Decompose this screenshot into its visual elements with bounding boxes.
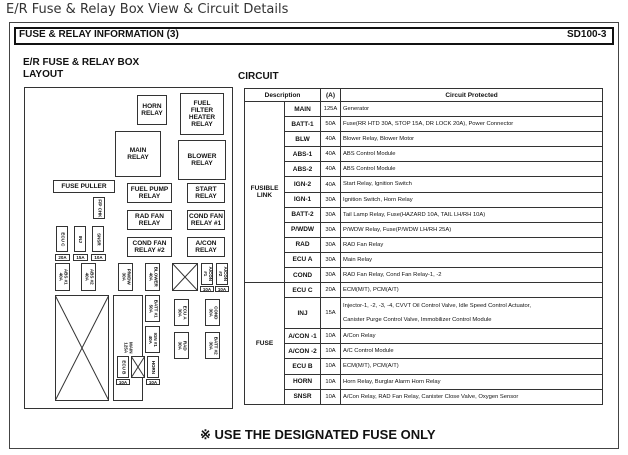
row-name: A/CON -1: [285, 329, 321, 344]
row-name: IGN-1: [285, 192, 321, 207]
row-amp: 40A: [321, 177, 341, 192]
header-amp: (A): [321, 89, 341, 102]
row-amp: 15A: [321, 298, 341, 329]
snsr-label: SNSR: [96, 232, 102, 246]
row-name: ABS-1: [285, 147, 321, 162]
horn-amp: 10A: [146, 379, 160, 385]
row-circuit: Fuse(RR HTD 30A, STOP 15A, DR LOCK 20A), Power Connector: [341, 117, 603, 132]
rad-label: RAD 30A: [177, 340, 188, 351]
ecu-a-fuse: [174, 299, 189, 326]
row-name: IGN-2: [285, 177, 321, 192]
pwdw-label: P/WDW 30A: [121, 269, 132, 285]
ecu-c-fuse: [56, 226, 68, 252]
row-name: RAD: [285, 237, 321, 252]
table-row: [245, 252, 603, 267]
ign1-fuse: [145, 326, 160, 353]
row-amp: 30A: [321, 192, 341, 207]
blower-relay-block: BLOWER RELAY: [178, 140, 226, 180]
row-amp: 20A: [321, 283, 341, 298]
row-circuit: P/WDW Relay, Fuse(P/WDW LH/RH 25A): [341, 222, 603, 237]
row-name: BATT-2: [285, 207, 321, 222]
row-name: HORN: [285, 374, 321, 389]
fuse-puller-block: FUSE PULLER: [53, 180, 115, 193]
fp-chk-label: F/P CHK: [97, 199, 103, 217]
row-circuit: RAD Fan Relay, Cond Fan Relay-1, -2: [341, 268, 603, 283]
table-row: [245, 207, 603, 222]
table-row: [245, 117, 603, 132]
rad-fan-relay-block: RAD FAN RELAY: [127, 210, 172, 230]
header-description: Description: [245, 89, 321, 102]
cond-fuse: [205, 299, 220, 326]
table-row: [245, 192, 603, 207]
row-amp: 40A: [321, 147, 341, 162]
cond-fan-relay-1-block: COND FAN RELAY #1: [187, 210, 225, 230]
rad-fuse: [174, 332, 189, 359]
section-title: E/R FUSE & RELAY BOX: [23, 57, 140, 68]
batt2-fuse: [205, 332, 220, 359]
row-amp: 10A: [321, 374, 341, 389]
horn-fuse: [147, 356, 159, 378]
row-circuit: RAD Fan Relay: [341, 237, 603, 252]
row-name: COND: [285, 268, 321, 283]
row-name: SNSR: [285, 389, 321, 404]
acon1-fuse: [201, 263, 213, 285]
table-row: [245, 268, 603, 283]
row-circuit: Tail Lamp Relay, Fuse(HAZARD 10A, TAIL LH/RH 10A): [341, 207, 603, 222]
circuit-label: CIRCUIT: [238, 71, 279, 82]
inj-amp: 15A: [73, 254, 88, 261]
circuit-table: [244, 88, 603, 405]
page-caption: E/R Fuse & Relay Box View & Circuit Details: [6, 2, 289, 17]
acon2-label: A/CON #2: [218, 266, 228, 282]
small-blank-slot-icon: [131, 356, 145, 378]
batt2-label: BATT #2 30A: [208, 336, 219, 355]
table-row: [245, 177, 603, 192]
row-circuit-line-2: Canister Purge Control Valve, Immobilizer Control Module: [343, 317, 492, 324]
row-amp: 10A: [321, 329, 341, 344]
cond-fan-relay-2-block: COND FAN RELAY #2: [127, 237, 172, 257]
cond-label: COND 30A: [208, 305, 219, 320]
row-amp: 50A: [321, 117, 341, 132]
inj-fuse: [74, 226, 86, 252]
snsr-fuse: [92, 226, 104, 252]
acon2-fuse: [216, 263, 228, 285]
row-amp: 10A: [321, 389, 341, 404]
abs2-label: ABS #2 40A: [84, 269, 95, 285]
horn-label: HORN: [151, 360, 157, 374]
table-row: [245, 329, 603, 344]
row-amp: 30A: [321, 237, 341, 252]
row-amp: 30A: [321, 268, 341, 283]
table-row: [245, 132, 603, 147]
row-name: ECU C: [285, 283, 321, 298]
inj-label: INJ: [78, 235, 84, 243]
fp-chk-fuse: [93, 197, 105, 219]
row-circuit: ABS Control Module: [341, 147, 603, 162]
batt1-fuse: [145, 295, 160, 322]
blower-fuse: [145, 263, 160, 291]
row-circuit: Generator: [341, 102, 603, 117]
table-row: [245, 389, 603, 404]
row-circuit: Horn Relay, Burglar Alarm Horn Relay: [341, 374, 603, 389]
main-label: MAIN 125A: [124, 342, 134, 354]
row-circuit: Ignition Switch, Horn Relay: [341, 192, 603, 207]
table-row: [245, 237, 603, 252]
main-relay-block: MAIN RELAY: [115, 131, 161, 177]
ecu-a-label: ECU A 30A: [177, 305, 188, 320]
ecu-c-amp: 20A: [55, 254, 70, 261]
row-amp: 30A: [321, 207, 341, 222]
ecu-c-label: ECU C: [60, 231, 66, 247]
table-row: [245, 359, 603, 374]
table-row: [245, 222, 603, 237]
header-title: FUSE & RELAY INFORMATION (3): [19, 29, 179, 40]
footer-note: ※ USE THE DESIGNATED FUSE ONLY: [200, 427, 436, 442]
row-circuit: A/Con Relay: [341, 329, 603, 344]
blank-slot-icon: [172, 263, 198, 291]
row-amp: 125A: [321, 102, 341, 117]
abs1-label: ABS #1 40A: [58, 269, 69, 285]
table-row: [245, 344, 603, 359]
table-row: [245, 298, 603, 329]
fuel-filter-heater-relay-block: FUEL FILTER HEATER RELAY: [180, 93, 224, 135]
acon1-amp: 10A: [200, 286, 214, 292]
horn-relay-block: HORN RELAY: [137, 95, 167, 125]
main-fuse: [113, 295, 143, 401]
layout-label: LAYOUT: [23, 69, 64, 80]
group-fuse: FUSE: [245, 283, 285, 405]
row-amp: 40A: [321, 132, 341, 147]
row-circuit: Start Relay, Ignition Switch: [341, 177, 603, 192]
row-circuit: Main Relay: [341, 252, 603, 267]
abs1-fuse: [55, 263, 70, 291]
acon1-label: A/CON #1: [203, 266, 213, 282]
table-row: [245, 147, 603, 162]
row-name: MAIN: [285, 102, 321, 117]
table-header-row: [245, 89, 603, 102]
row-circuit: [341, 298, 603, 329]
fuse-box-layout: [24, 87, 233, 409]
row-amp: 10A: [321, 359, 341, 374]
row-circuit: ECM(M/T), PCM(A/T): [341, 283, 603, 298]
header-circuit: Circuit Protected: [341, 89, 603, 102]
abs2-fuse: [81, 263, 96, 291]
table-row: [245, 102, 603, 117]
table-row: [245, 162, 603, 177]
row-circuit: Blower Relay, Blower Motor: [341, 132, 603, 147]
acon-relay-block: A/CON RELAY: [187, 237, 225, 257]
row-amp: 30A: [321, 252, 341, 267]
table-row: [245, 374, 603, 389]
pwdw-fuse: [118, 263, 133, 291]
group-fusible-link: FUSIBLE LINK: [245, 102, 285, 283]
row-name: A/CON -2: [285, 344, 321, 359]
row-name: ECU B: [285, 359, 321, 374]
fuel-pump-relay-block: FUEL PUMP RELAY: [127, 183, 172, 203]
ecu-b-fuse: [117, 356, 129, 378]
row-circuit: A/Con Relay, RAD Fan Relay, Canister Close Valve, Oxygen Sensor: [341, 389, 603, 404]
row-amp: 30A: [321, 222, 341, 237]
row-name: ABS-2: [285, 162, 321, 177]
row-name: P/WDW: [285, 222, 321, 237]
table-row: [245, 283, 603, 298]
batt1-label: BATT #1 50A: [148, 299, 159, 318]
row-circuit: ECM(M/T), PCM(A/T): [341, 359, 603, 374]
acon2-amp: 10A: [215, 286, 229, 292]
large-blank-slot-icon: [55, 295, 109, 401]
ecu-b-amp: 10A: [116, 379, 130, 385]
header-code: SD100-3: [567, 29, 607, 40]
row-circuit: A/C Control Module: [341, 344, 603, 359]
row-amp: 40A: [321, 162, 341, 177]
blower-label: BLOWER 40A: [148, 267, 159, 287]
row-name: BLW: [285, 132, 321, 147]
row-name: BATT-1: [285, 117, 321, 132]
ecu-b-label: ECU B: [121, 359, 127, 375]
start-relay-block: START RELAY: [187, 183, 225, 203]
row-circuit-line-1: Injector-1, -2, -3, -4, CVVT Oil Control Valve, Idle Speed Control Actuator,: [343, 303, 531, 310]
ign1-label: IGN #1 40A: [148, 332, 159, 347]
row-circuit: ABS Control Module: [341, 162, 603, 177]
snsr-amp: 10A: [91, 254, 106, 261]
row-name: ECU A: [285, 252, 321, 267]
row-name: INJ: [285, 298, 321, 329]
row-amp: 10A: [321, 344, 341, 359]
circuit-table-body: [245, 102, 603, 405]
